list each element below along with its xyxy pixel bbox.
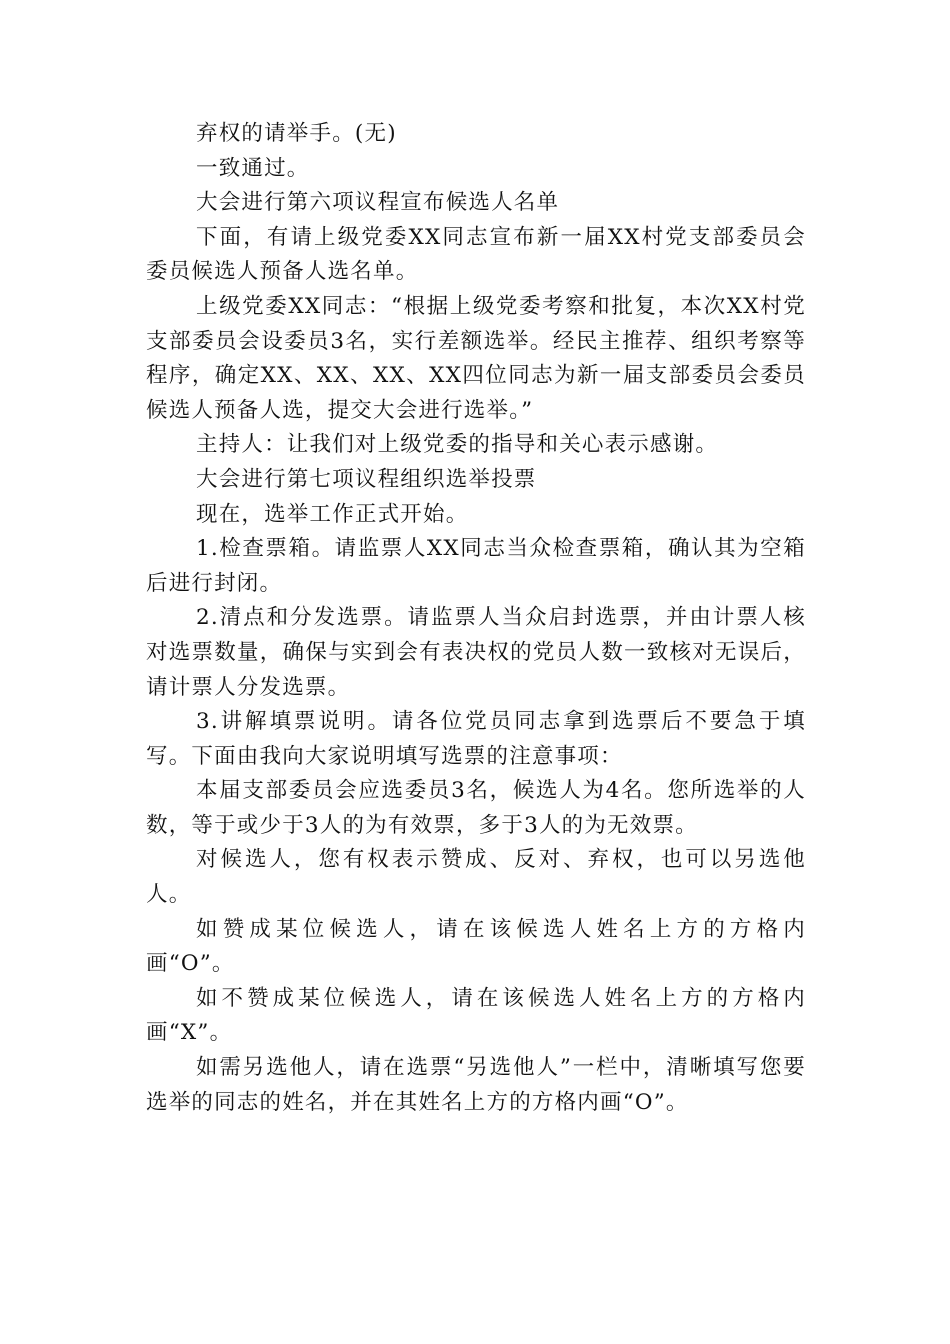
paragraph-announce-candidates: 下面，有请上级党委XX同志宣布新一届XX村党支部委员会委员候选人预备人选名单。 [146, 224, 806, 285]
paragraph-ballot-instructions: 3.讲解填票说明。请各位党员同志拿到选票后不要急于填写。下面由我向大家说明填写选票的注意事项： [146, 709, 806, 769]
document-body [146, 117, 806, 1120]
paragraph-approve-mark: 如赞成某位候选人，请在该候选人姓名上方的方格内画“O”。 [146, 916, 806, 977]
paragraph-distribute-ballots: 2.清点和分发选票。请监票人当众启封选票，并由计票人核对选票数量，确保与实到会有表决权的党员人数一致核对无误后，请计票人分发选票。 [146, 605, 806, 700]
paragraph-unanimous: 一致通过。 [196, 155, 310, 181]
paragraph-abstain-vote: 弃权的请举手。(无) [196, 121, 397, 146]
paragraph-disapprove-mark: 如不赞成某位候选人，请在该候选人姓名上方的方格内画“X”。 [146, 985, 806, 1046]
paragraph-write-in: 如需另选他人，请在选票“另选他人”一栏中，清晰填写您要选举的同志的姓名，并在其姓名上方的方格内画“O”。 [146, 1055, 806, 1115]
paragraph-agenda-six: 大会进行第六项议程宣布候选人名单 [196, 190, 560, 216]
paragraph-party-committee-speech: 上级党委XX同志：“根据上级党委考察和批复，本次XX村党支部委员会设委员3名，实行差额选举。经民主推荐、组织考察等程序，确定XX、XX、XX、XX四位同志为新一届支部委员会委员候选人预备人选，提交大会进行选举。” [146, 293, 806, 423]
paragraph-host-thanks: 主持人：让我们对上级党委的指导和关心表示感谢。 [196, 432, 719, 458]
paragraph-valid-ballot-rules: 本届支部委员会应选委员3名，候选人为4名。您所选举的人数，等于或少于3人的为有效票，多于3人的为无效票。 [146, 778, 806, 838]
paragraph-election-start: 现在，选举工作正式开始。 [196, 501, 469, 527]
paragraph-voting-rights: 对候选人，您有权表示赞成、反对、弃权，也可以另选他人。 [146, 847, 806, 908]
paragraph-check-ballot-box: 1.检查票箱。请监票人XX同志当众检查票箱，确认其为空箱后进行封闭。 [146, 536, 806, 596]
paragraph-agenda-seven: 大会进行第七项议程组织选举投票 [196, 466, 537, 492]
